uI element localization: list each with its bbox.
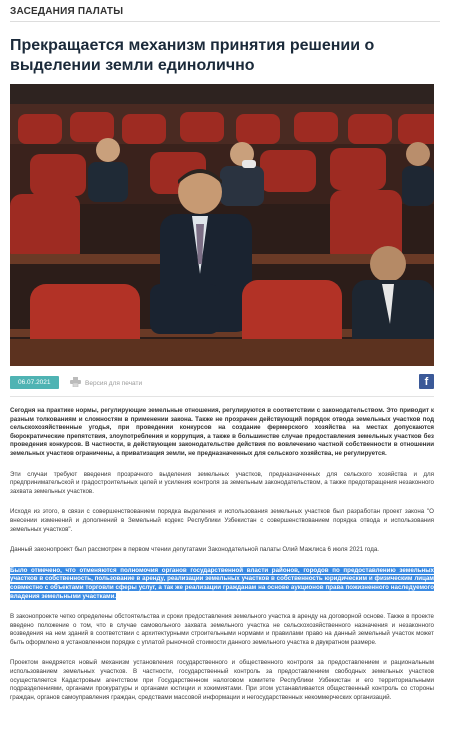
printer-icon <box>70 374 81 392</box>
article-title: Прекращается механизм принятия решении о выделении земли единолично <box>10 37 375 74</box>
divider <box>10 396 434 397</box>
article-meta <box>10 376 434 392</box>
article-paragraph: В законопроекте четко определены обстоятельства и сроки предоставления земельного участка в аренду на договорной основе. Также в проекте введено положение о том, что в случае самовольного захвата земельного участка не сельскохозяйственного назначения и незаконного возведения на нем зданий в соответствии с архитектурными строительными нормами и правилами право на данный земельный участок может быть оформлено в установленном порядке с уплатой рыночной стоимости данного земельного участка в двукратном размере. <box>10 613 434 646</box>
facebook-share-button[interactable] <box>419 374 434 389</box>
selected-paragraph[interactable] <box>10 567 434 601</box>
date-badge: 06.07.2021 <box>10 376 59 389</box>
article-paragraph: Проектом внедряется новый механизм установления государственного и общественного контроля за предоставлением и рациональным использованием земельных участков. В частности, государственный контроль за предоставлением свободных земельных участков осуществляется Кадастровым агентством при Государственном налоговом комитете Республики Узбекистан и его территориальными подразделениями, органами прокуратуры и органами юстиции и хокимиятами. При этом устанавливается общественный контроль со стороны граждан, органов самоуправления граждан, средствами массовой информации и негосударственных некоммерческих организаций. <box>10 659 434 701</box>
article-paragraph: Сегодня на практике нормы, регулирующие земельные отношения, регулируются в соответствии с законодательством. Это приводит к разным толкованиям и сложностям в применении закона. Также не прозрачен действующий порядок отвода земельных участков под сельскохозяйственные угодья, при проведении конкурсов на создание фермерского хозяйства на местах допускаются бюрократические препятствия, злоупотребления и коррупция, а также в большинстве случае предоставления земельных участков без проведения конкурсов. В частности, в действующем законодательстве действия по вовлечению частной собственности в отношении земельных участков ограничены, а приватизация земли, не предназначенных для сельского хозяйства, не регулируется. <box>10 407 434 457</box>
selected-text[interactable]: Было отмечено, что отменяются полномочия органов государственной власти районов, городов по предоставлению земельных участков в собственность, пользование в аренду, реализации земельных участков в собственность юридическим и физическим лицам совместно с объектами торговли сферы услуг, а так же реализации гражданам на основе аукционов права пожизненного наследуемого владения земельными участками. <box>10 566 434 600</box>
article-paragraph: Исходя из этого, в связи с совершенствованием порядка выделения и использования земельных участков был разработан проект закона "О внесении изменений и дополнений в Земельный кодекс Республики Узбекистан с совершенствованием порядка отвода и использования земельных участков". <box>10 508 434 533</box>
print-version-label: Версия для печати <box>85 379 143 387</box>
article-body <box>10 407 434 714</box>
article-photo <box>10 84 434 366</box>
article-paragraph: Данный законопроект был рассмотрен в первом чтении депутатами Законодательной палаты Олий Мажлиса 6 июля 2021 года. <box>10 546 379 554</box>
section-label[interactable]: ЗАСЕДАНИЯ ПАЛАТЫ <box>10 6 124 17</box>
facebook-icon: f <box>424 376 429 388</box>
divider <box>10 21 440 22</box>
article-paragraph: Эти случаи требуют введения прозрачного выделения земельных участков, предназначенных для сельского хозяйства и для предпринимательской и градостроительных целей и усиления контроля за земельным законодательством, а также предотвращения незаконного захвата земельных участков. <box>10 470 434 495</box>
print-version-link[interactable] <box>70 377 142 389</box>
